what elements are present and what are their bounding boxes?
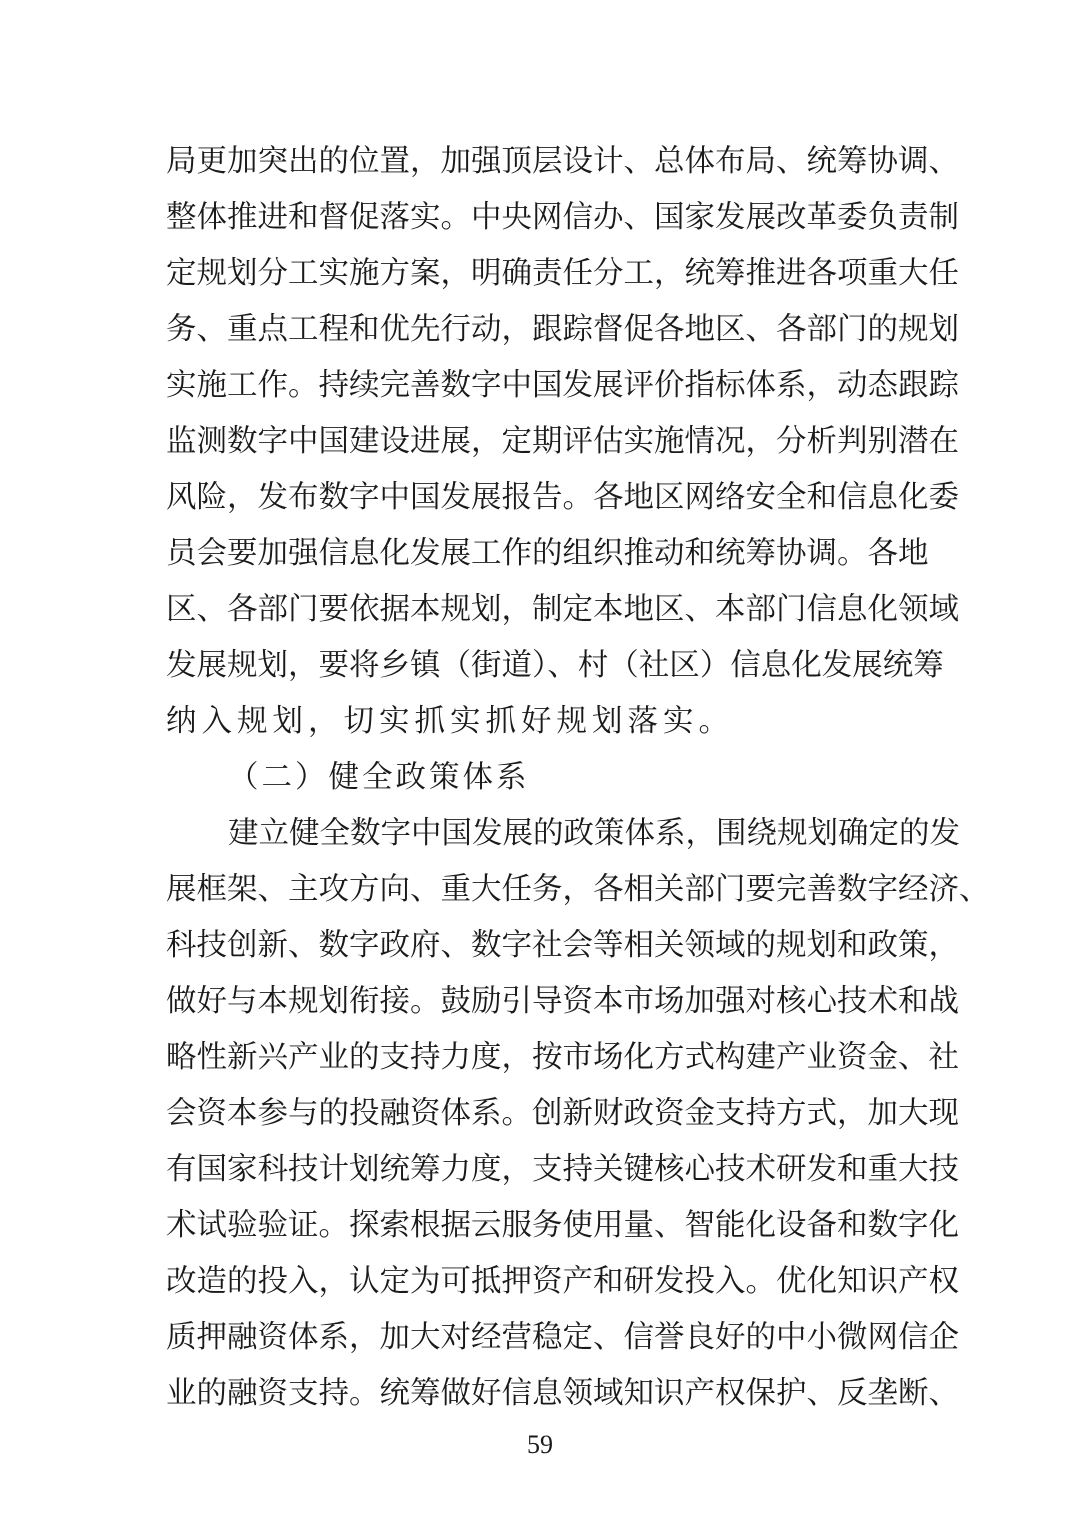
paragraph-line: 局更加突出的位置，加强顶层设计、总体布局、统筹协调、 — [166, 144, 959, 179]
paragraph-line: 实施工作。持续完善数字中国发展评价指标体系，动态跟踪 — [166, 368, 959, 403]
paragraph-line: 风险，发布数字中国发展报告。各地区网络安全和信息化委 — [166, 480, 959, 515]
paragraph-line: 质押融资体系，加大对经营稳定、信誉良好的中小微网信企 — [166, 1320, 959, 1355]
paragraph-line: 区、各部门要依据本规划，制定本地区、本部门信息化领域 — [166, 592, 959, 627]
paragraph-line: 监测数字中国建设进展，定期评估实施情况，分析判别潜在 — [166, 424, 959, 459]
paragraph-line: 发展规划，要将乡镇（街道）、村（社区）信息化发展统筹 — [166, 648, 944, 683]
paragraph-line: 术试验验证。探索根据云服务使用量、智能化设备和数字化 — [166, 1208, 959, 1243]
paragraph-line: 略性新兴产业的支持力度，按市场化方式构建产业资金、社 — [166, 1040, 959, 1075]
paragraph-line: 科技创新、数字政府、数字社会等相关领域的规划和政策， — [166, 928, 959, 963]
paragraph-line: 会资本参与的投融资体系。创新财政资金支持方式，加大现 — [166, 1096, 959, 1131]
paragraph-line: 员会要加强信息化发展工作的组织推动和统筹协调。各地 — [166, 536, 929, 571]
paragraph-line: 改造的投入，认定为可抵押资产和研发投入。优化知识产权 — [166, 1264, 959, 1299]
paragraph-line: 有国家科技计划统筹力度，支持关键核心技术研发和重大技 — [166, 1152, 959, 1187]
paragraph-line: 展框架、主攻方向、重大任务，各相关部门要完善数字经济、 — [166, 872, 990, 907]
paragraph-line: 务、重点工程和优先行动，跟踪督促各地区、各部门的规划 — [166, 312, 959, 347]
page-number: 59 — [527, 1430, 553, 1459]
paragraph-line: 建立健全数字中国发展的政策体系，围绕规划确定的发 — [228, 816, 960, 851]
paragraph-line: 整体推进和督促落实。中央网信办、国家发展改革委负责制 — [166, 200, 959, 235]
paragraph-line: 纳入规划，切实抓实抓好规划落实。 — [166, 704, 734, 739]
paragraph-line: 做好与本规划衔接。鼓励引导资本市场加强对核心技术和战 — [166, 984, 959, 1019]
paragraph-line: 业的融资支持。统筹做好信息领域知识产权保护、反垄断、 — [166, 1376, 959, 1411]
section-heading: （二）健全政策体系 — [228, 760, 530, 795]
paragraph-line: 定规划分工实施方案，明确责任分工，统筹推进各项重大任 — [166, 256, 959, 291]
